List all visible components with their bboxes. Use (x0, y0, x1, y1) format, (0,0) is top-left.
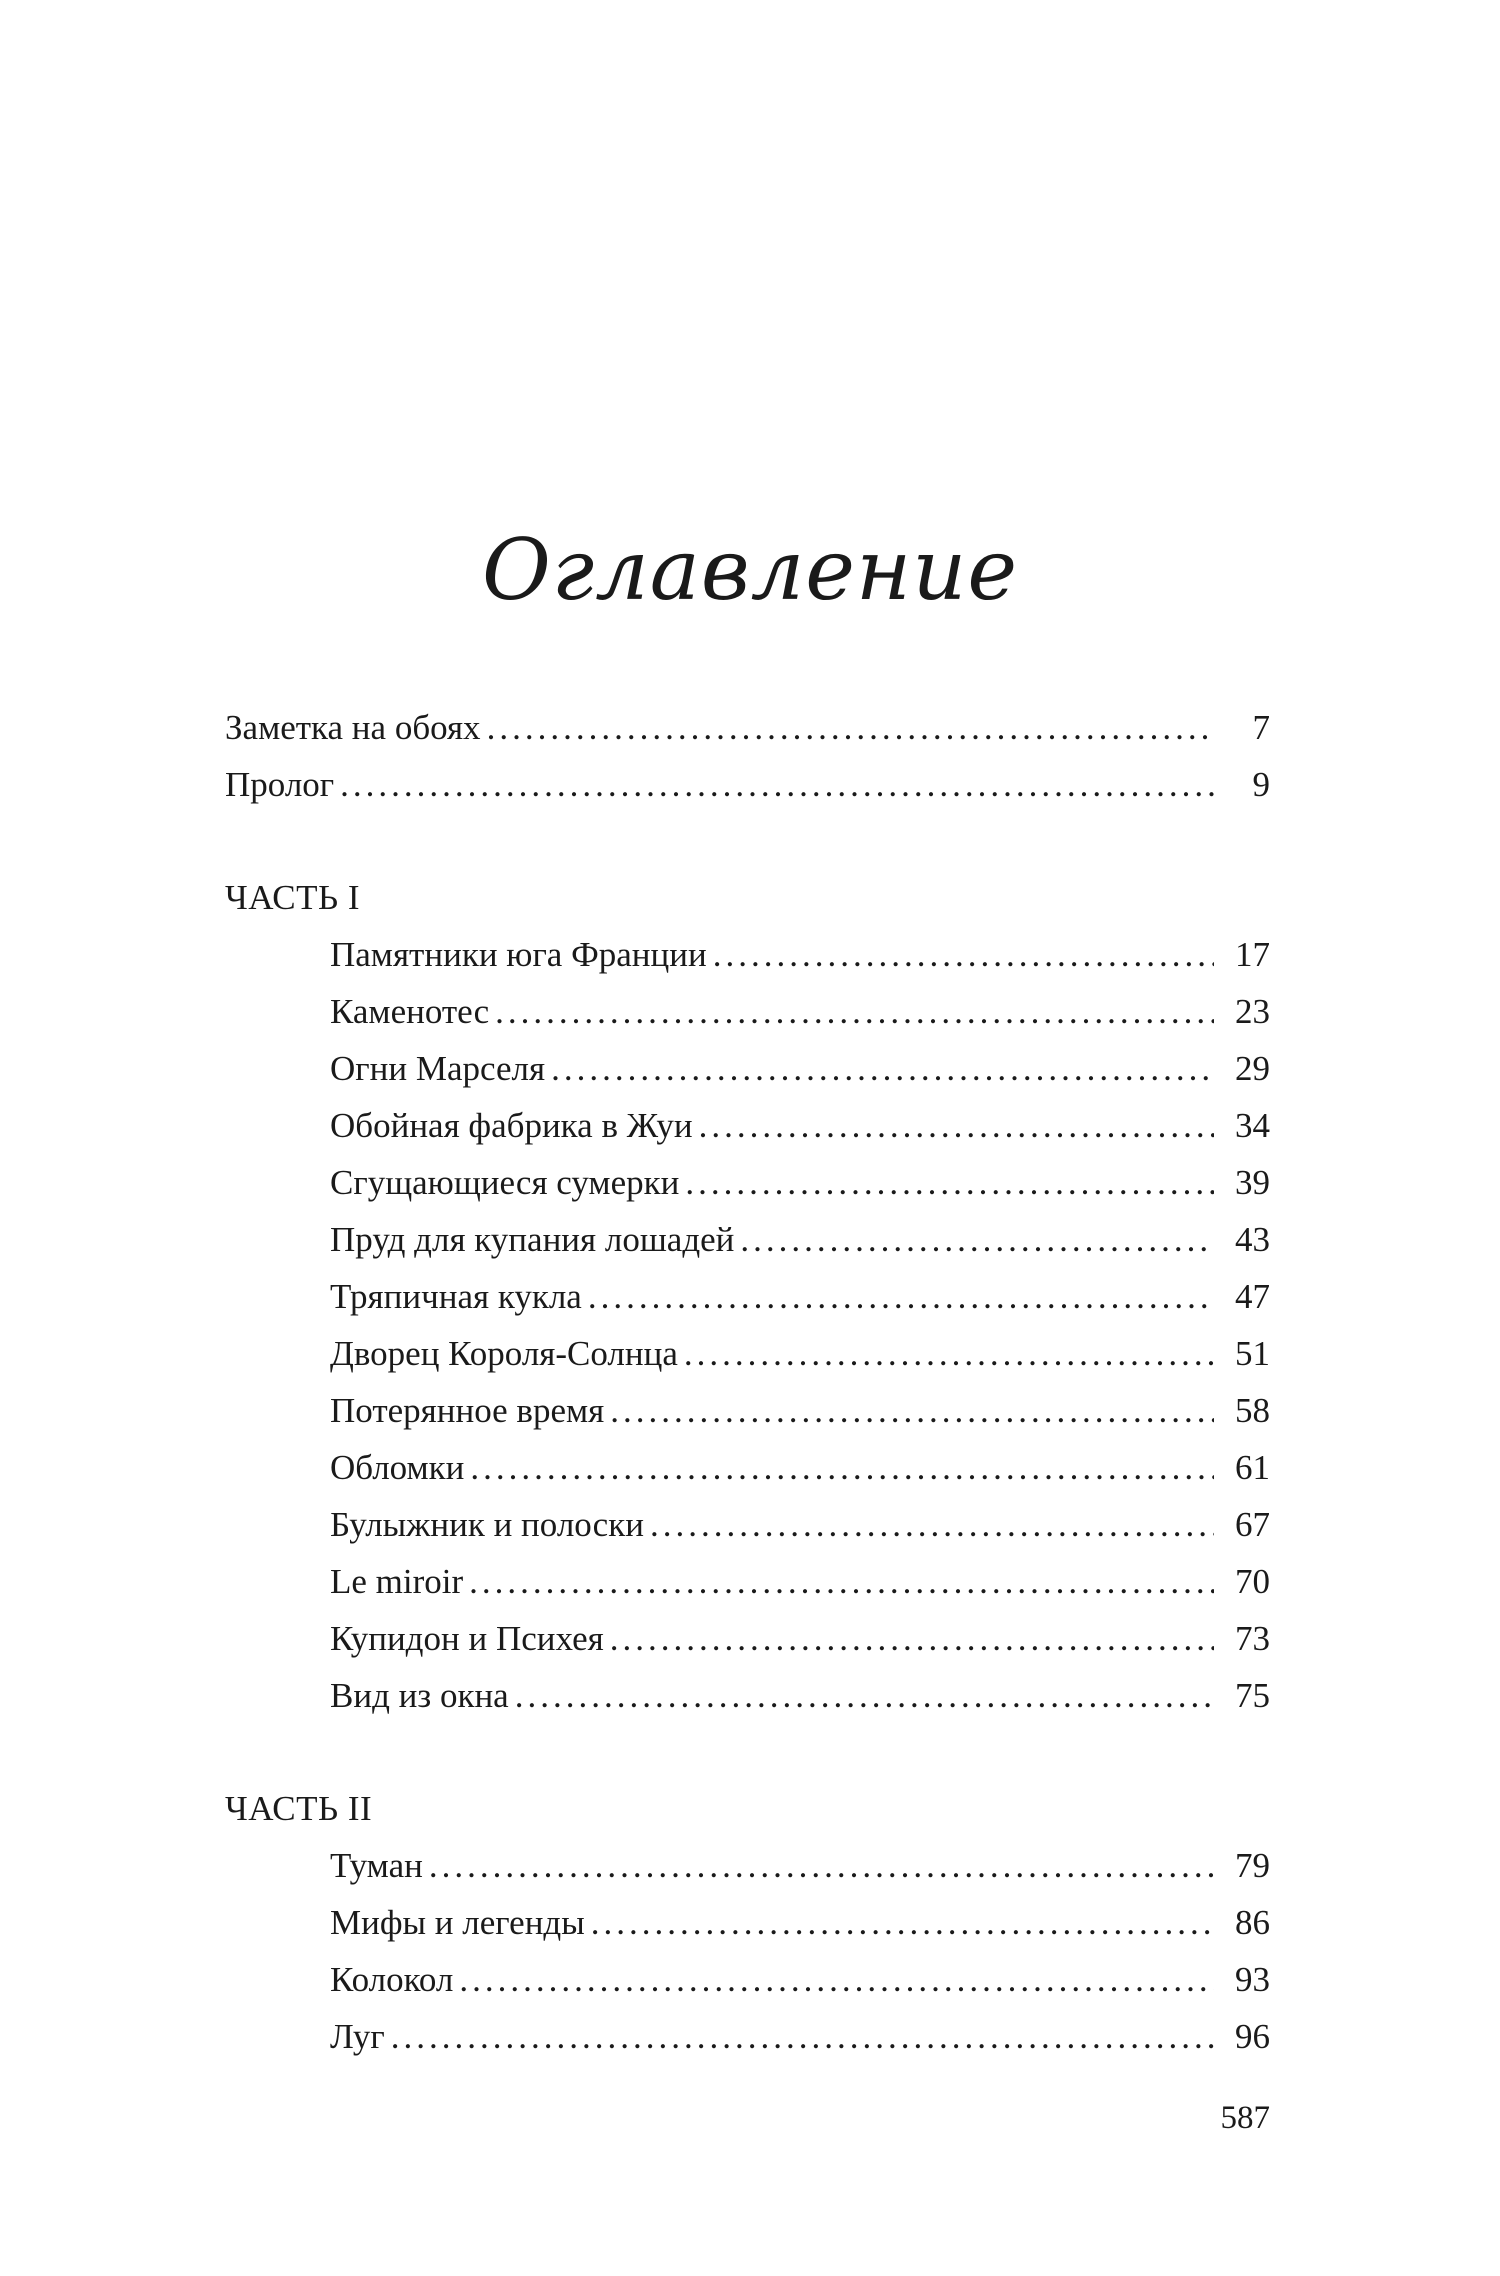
dot-leader (469, 1554, 1214, 1610)
toc-chapter-page: 47 (1235, 1277, 1270, 1316)
toc-chapter[interactable] (330, 1383, 1270, 1439)
part-heading: ЧАСТЬ II (225, 1789, 373, 1828)
toc-chapter-label: Тряпичная кукла (330, 1277, 582, 1316)
toc-chapter[interactable] (330, 1895, 1270, 1951)
dot-leader (684, 1326, 1214, 1382)
toc-entry-page: 9 (1252, 765, 1270, 804)
dot-leader (699, 1098, 1214, 1154)
toc-chapter-page: 58 (1235, 1391, 1270, 1430)
toc-chapter[interactable] (330, 1269, 1270, 1325)
toc-chapter-page: 23 (1235, 992, 1270, 1031)
toc-chapter-label: Пруд для купания лошадей (330, 1220, 735, 1259)
toc-chapter-label: Обломки (330, 1448, 465, 1487)
toc-chapter-page: 70 (1235, 1562, 1270, 1601)
toc-chapter-page: 93 (1235, 1960, 1270, 1999)
dot-leader (551, 1041, 1214, 1097)
toc-entry-label: Заметка на обоях (225, 708, 481, 747)
toc-entry-label: Пролог (225, 765, 335, 804)
toc-chapter-label: Туман (330, 1846, 423, 1885)
toc-chapter[interactable] (330, 1155, 1270, 1211)
toc-chapter[interactable] (330, 1838, 1270, 1894)
toc-chapter[interactable] (330, 1440, 1270, 1496)
toc-chapter-page: 67 (1235, 1505, 1270, 1544)
toc-chapter-page: 79 (1235, 1846, 1270, 1885)
dot-leader (459, 1952, 1214, 2008)
toc-chapter-label: Сгущающиеся сумерки (330, 1163, 680, 1202)
toc-chapter-page: 61 (1235, 1448, 1270, 1487)
toc-chapter-label: Огни Марселя (330, 1049, 546, 1088)
toc-chapter-label: Потерянное время (330, 1391, 605, 1430)
toc-entry[interactable] (225, 700, 1270, 756)
toc-chapter[interactable] (330, 1497, 1270, 1553)
dot-leader (610, 1611, 1214, 1667)
dot-leader (610, 1383, 1214, 1439)
toc-chapter-label: Памятники юга Франции (330, 935, 707, 974)
toc-chapter-label: Дворец Короля-Солнца (330, 1334, 678, 1373)
toc-chapter-label: Каменотес (330, 992, 490, 1031)
toc-chapter-label: Купидон и Психея (330, 1619, 604, 1658)
page-number: 587 (1220, 2100, 1270, 2136)
dot-leader (685, 1155, 1214, 1211)
dot-leader (713, 927, 1214, 983)
dot-leader (740, 1212, 1214, 1268)
toc-chapter[interactable] (330, 927, 1270, 983)
toc-chapter[interactable] (330, 1098, 1270, 1154)
part-heading: ЧАСТЬ I (225, 878, 361, 917)
toc-chapter[interactable] (330, 1326, 1270, 1382)
dot-leader (391, 2009, 1214, 2065)
toc-entry[interactable] (225, 757, 1270, 813)
dot-leader (495, 984, 1214, 1040)
toc-chapter[interactable] (330, 2009, 1270, 2065)
toc-chapter-label: Луг (330, 2017, 385, 2056)
toc-chapter-page: 43 (1235, 1220, 1270, 1259)
toc-chapter-label: Обойная фабрика в Жуи (330, 1106, 693, 1145)
dot-leader (340, 757, 1214, 813)
toc-chapter[interactable] (330, 1952, 1270, 2008)
dot-leader (515, 1668, 1214, 1724)
toc-chapter-page: 73 (1235, 1619, 1270, 1658)
dot-leader (650, 1497, 1214, 1553)
toc-chapter-label: Булыжник и полоски (330, 1505, 644, 1544)
toc-chapter-label: Le miroir (330, 1562, 464, 1601)
toc-chapter-label: Мифы и легенды (330, 1903, 585, 1942)
toc-chapter-page: 51 (1235, 1334, 1270, 1373)
dot-leader (591, 1895, 1214, 1951)
toc-chapter-page: 34 (1235, 1106, 1270, 1145)
toc-chapter[interactable] (330, 1041, 1270, 1097)
toc-chapter-page: 75 (1235, 1676, 1270, 1715)
toc-chapter[interactable] (330, 1554, 1270, 1610)
toc-chapter[interactable] (330, 1611, 1270, 1667)
dot-leader (588, 1269, 1214, 1325)
toc-chapter-page: 29 (1235, 1049, 1270, 1088)
toc-entry-page: 7 (1252, 708, 1270, 747)
toc-chapter[interactable] (330, 1668, 1270, 1724)
page-title: Оглавление (481, 521, 1019, 619)
toc-chapter-label: Колокол (330, 1960, 454, 1999)
toc-chapter-page: 17 (1235, 935, 1270, 974)
dot-leader (470, 1440, 1214, 1496)
toc-chapter-label: Вид из окна (330, 1676, 509, 1715)
toc-chapter-page: 39 (1235, 1163, 1270, 1202)
dot-leader (429, 1838, 1214, 1894)
toc-chapter[interactable] (330, 1212, 1270, 1268)
toc-chapter[interactable] (330, 984, 1270, 1040)
dot-leader (487, 700, 1214, 756)
toc-chapter-page: 96 (1235, 2017, 1270, 2056)
toc-chapter-page: 86 (1235, 1903, 1270, 1942)
